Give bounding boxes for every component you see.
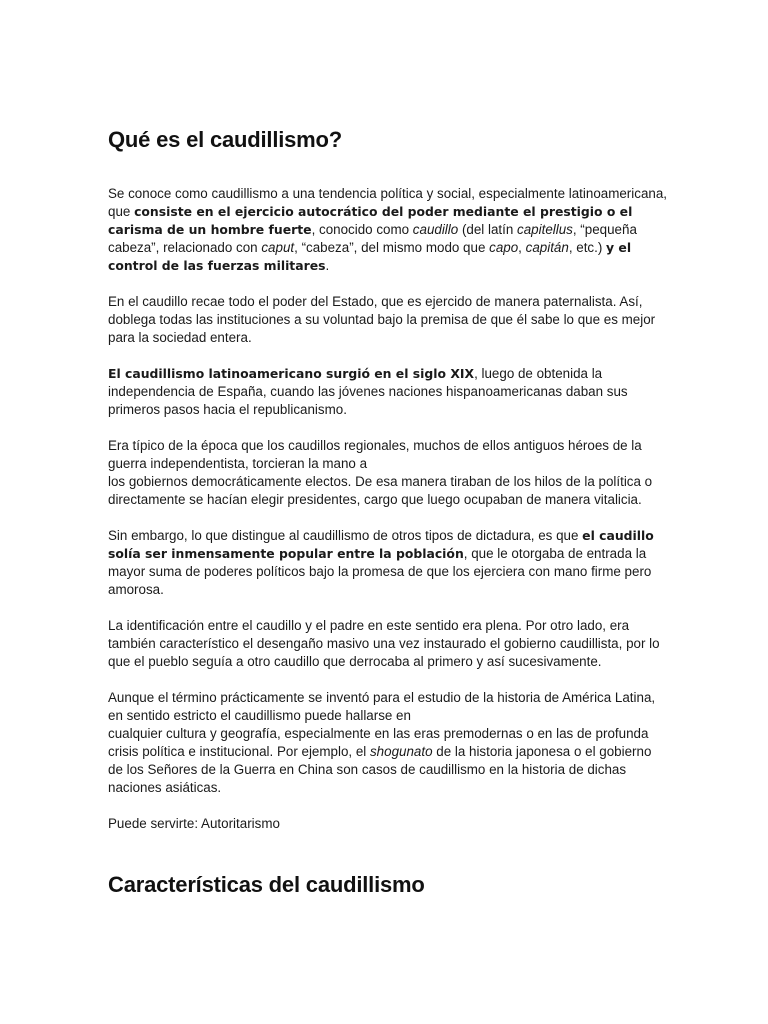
text-span: En el caudillo recae todo el poder del Estado, que es ejercido de manera paternalista. Así, doblega todas las instituciones a su voluntad bajo la premisa de que él sabe lo que es mejor para la sociedad entera. (108, 294, 656, 345)
section-title: Características del caudillismo (108, 872, 425, 897)
text-span: cualquier cultura y geografía, especialmente en las eras premodernas o en las de profunda crisis política e institucional. Por ejemplo, el (108, 726, 649, 759)
paragraph-father-figure (108, 617, 668, 671)
text-span: , luego de obtenida la independencia de España, cuando las jóvenes naciones hispanoamericanas daban sus primeros pasos hacia el republicanismo. (108, 366, 628, 417)
italic-span: shogunato (369, 744, 433, 759)
text-span: , conocido como (311, 222, 413, 237)
paragraph-definition (108, 185, 668, 275)
text-span: , (518, 240, 526, 255)
text-span: , “cabeza”, del mismo modo que (294, 240, 490, 255)
italic-span: capo (489, 240, 519, 255)
article-title: Qué es el caudillismo? (108, 127, 343, 152)
related-link-text: Puede servirte: Autoritarismo (108, 816, 280, 831)
text-span: , que le otorgaba de entrada la mayor suma de poderes políticos bajo la promesa de que los ejerciera con mano firme pero amorosa. (108, 546, 652, 597)
article-body (108, 126, 668, 899)
text-span: los gobiernos democráticamente electos. De esa manera tiraban de los hilos de la política o directamente se hacían elegir presidentes, cargo que luego ocupaban de manera vitalicia. (108, 474, 653, 507)
italic-span: capitán (525, 240, 569, 255)
text-span: de la historia japonesa o el gobierno de los Señores de la Guerra en China son casos de caudillismo en la historia de dichas naciones asiáticas. (108, 744, 652, 795)
text-span: , etc.) (568, 240, 607, 255)
text-span: , “pequeña cabeza”, relacionado con (108, 222, 637, 255)
italic-span: caudillo (412, 222, 459, 237)
paragraph-origin (108, 365, 668, 419)
italic-span: caput (261, 240, 295, 255)
bold-span: y el control de las fuerzas militares (108, 240, 632, 273)
bold-span: consiste en el ejercicio autocrático del poder mediante el prestigio o el carisma de un hombre fuerte (108, 204, 633, 237)
text-span: Era típico de la época que los caudillos regionales, muchos de ellos antiguos héroes de la guerra independentista, torcieran la mano a (108, 438, 642, 471)
text-span: (del latín (458, 222, 518, 237)
paragraph-regional-caudillos (108, 437, 668, 509)
italic-span: capitellus (517, 222, 573, 237)
paragraph-power (108, 293, 668, 347)
bold-span: El caudillismo latinoamericano surgió en el siglo XIX (108, 366, 475, 381)
bold-span: el caudillo solía ser inmensamente popular entre la población (108, 528, 654, 561)
text-span: . (325, 258, 330, 273)
paragraph-other-cultures (108, 689, 668, 797)
paragraph-popularity (108, 527, 668, 599)
text-span: Se conoce como caudillismo a una tendencia política y social, especialmente latinoamericana, que (108, 186, 668, 219)
text-span: Sin embargo, lo que distingue al caudillismo de otros tipos de dictadura, es que (108, 528, 583, 543)
text-span: Aunque el término prácticamente se inventó para el estudio de la historia de América Latina, en sentido estricto el caudillismo puede hallarse en (108, 690, 656, 723)
text-span: La identificación entre el caudillo y el padre en este sentido era plena. Por otro lado, era también característico el desengaño masivo una vez instaurado el gobierno caudillista, por lo que el pueblo seguía a otro caudillo que derrocaba al primero y así sucesivamente. (108, 618, 660, 669)
